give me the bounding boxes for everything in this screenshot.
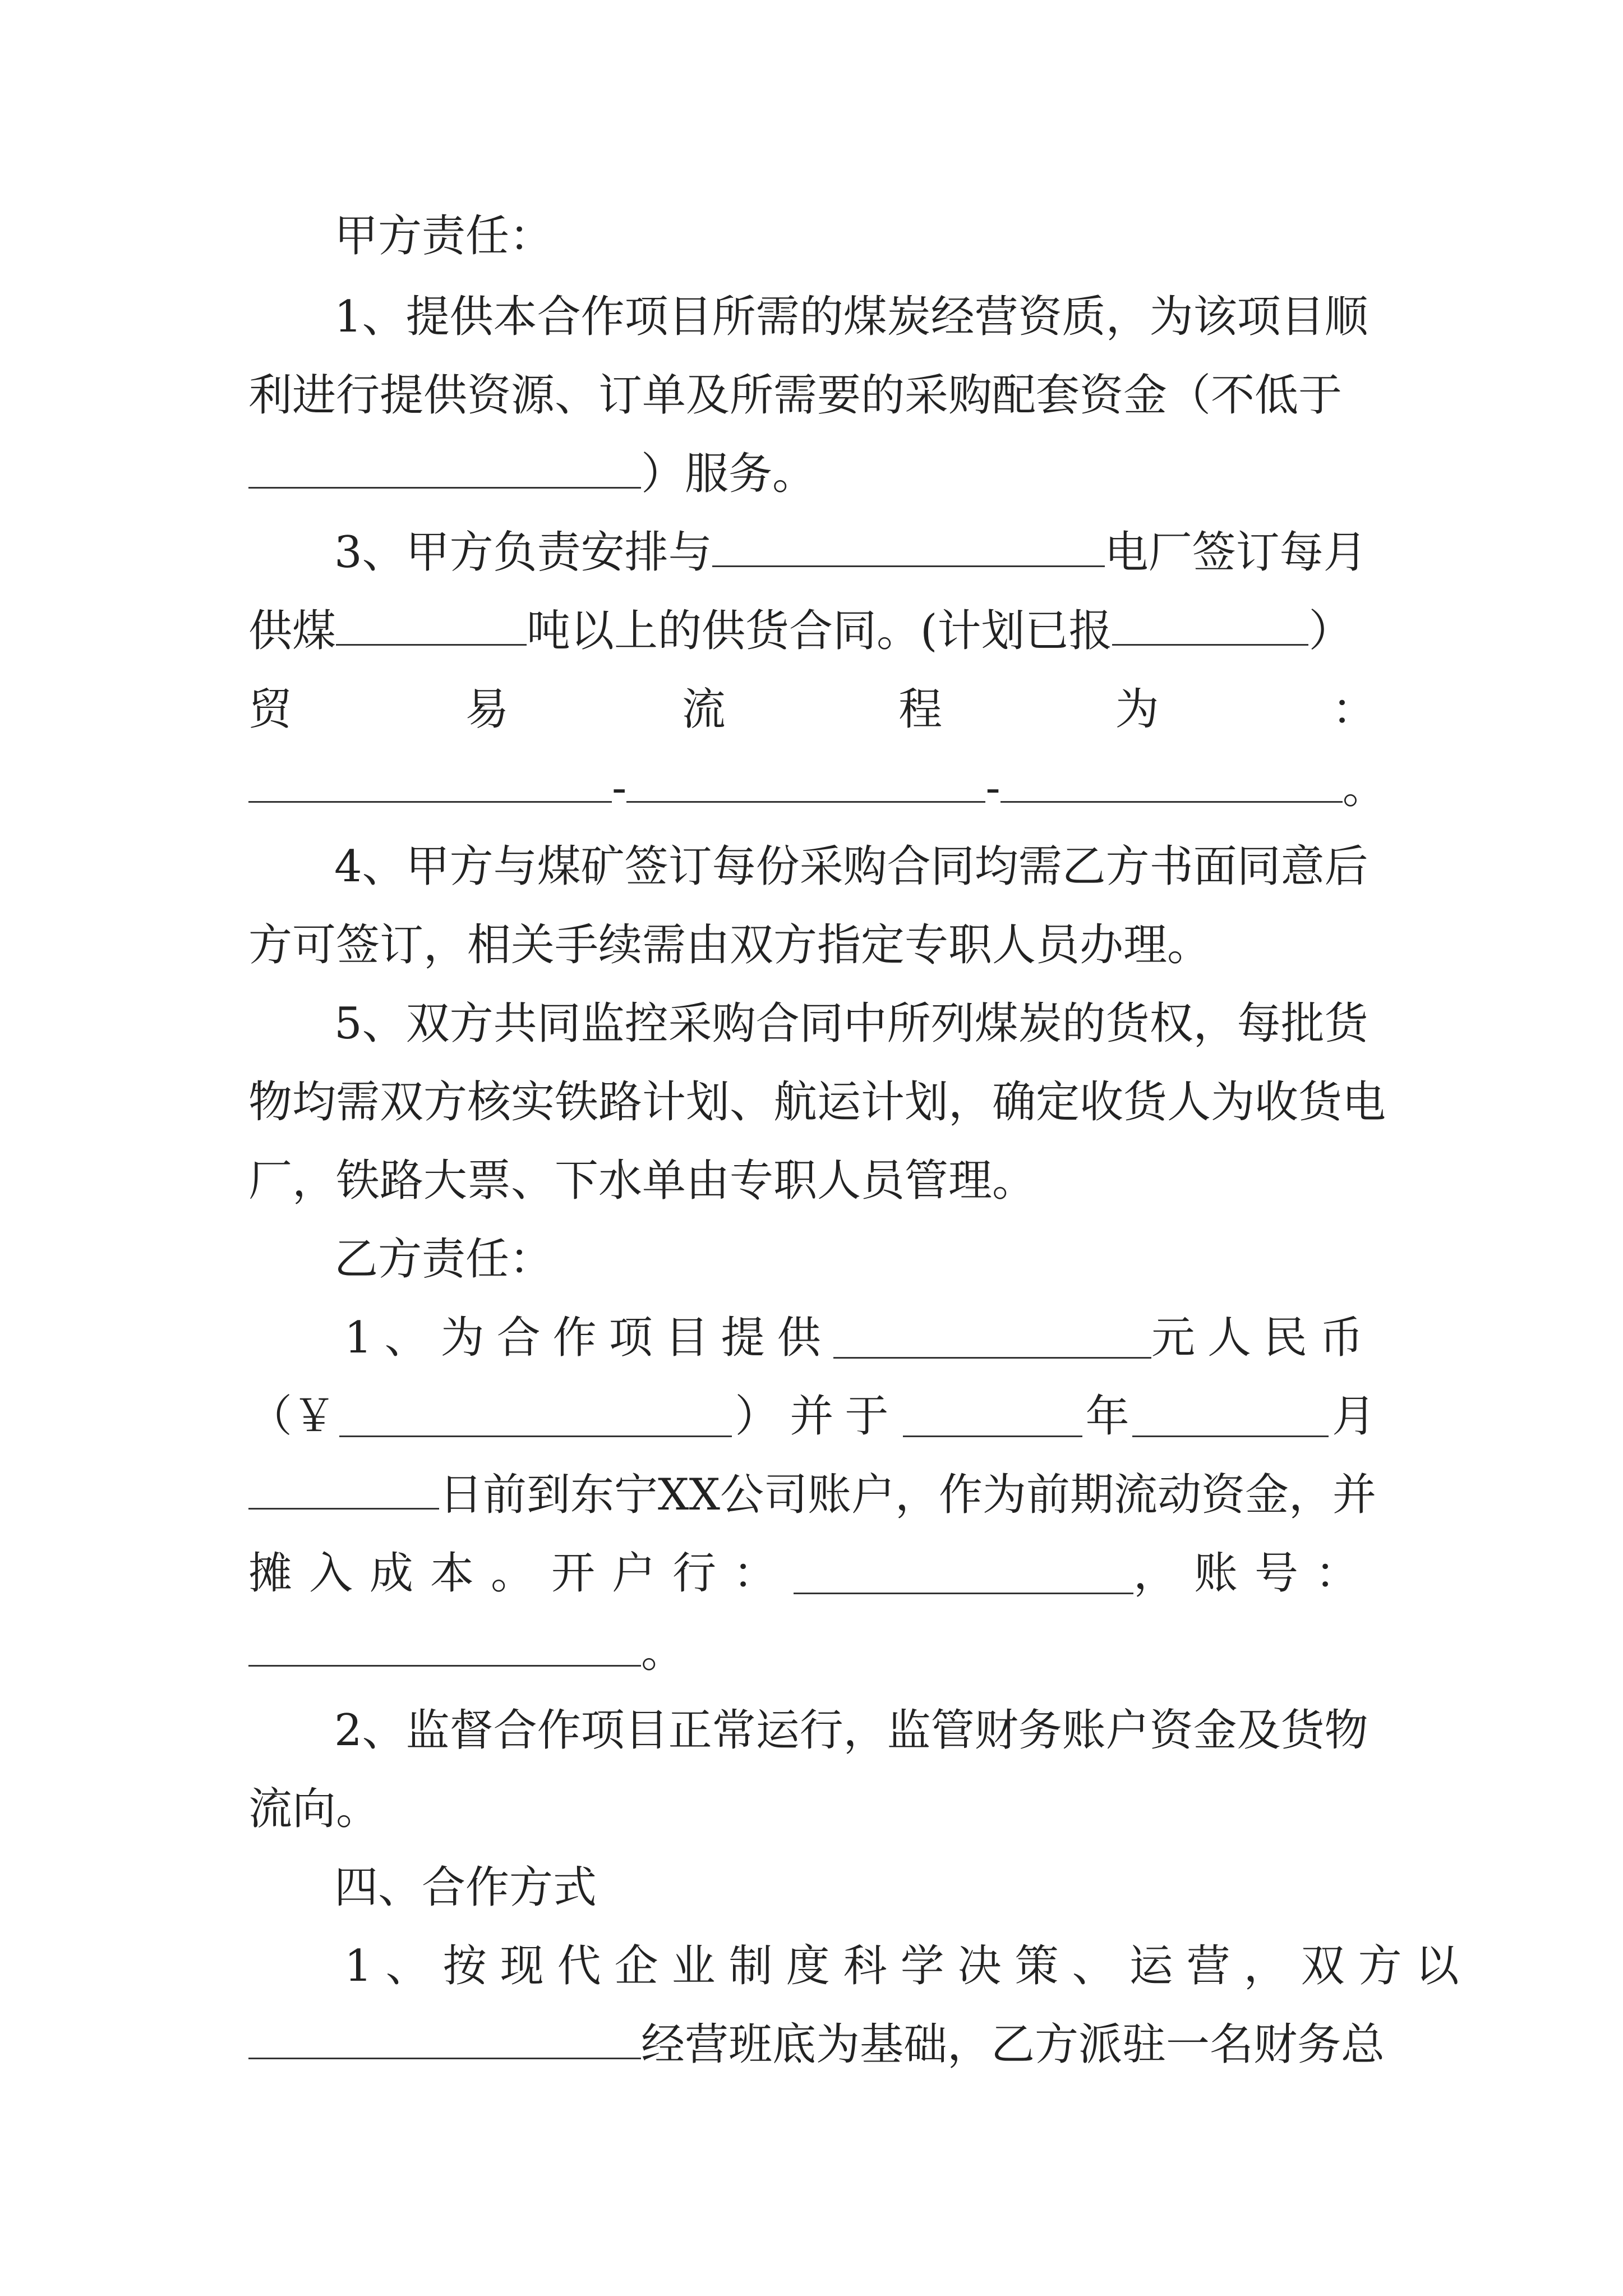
a1-line-3-text: ）服务。 [641,449,817,499]
a3-line-1-tail: 电厂签订每月 [1104,527,1367,578]
b1-line-1-tail: 元人民币 [1151,1313,1376,1363]
b1-line-3 [248,1464,1376,1526]
a5-line-3: 厂，铁路大票、下水单由专职人员管理。 [248,1156,1036,1206]
b1-line-1-head: 1、为合作项目提供 [344,1313,833,1363]
fill-blank[interactable] [712,526,1105,567]
fill-blank[interactable] [248,1469,439,1510]
b1-line-4-head: 摊入成本。开户行： [248,1548,794,1599]
section-4-heading: 四、合作方式 [334,1862,597,1913]
a4-line-2: 方可签订，相关手续需由双方指定专职人员办理。 [248,920,1211,970]
s4-1-line-2-tail: 经营班底为基础，乙方派驻一名财务总 [641,2019,1385,2070]
a1-line-1: 1、提供本合作项目所需的煤炭经营资质，为该项目顺 [334,292,1368,342]
a4-line-1: 4、甲方与煤矿签订每份采购合同均需乙方书面同意后 [334,841,1368,892]
a3-flow-char-1: 贸 [248,684,293,735]
a5-line-1: 5、双方共同监控采购合同中所列煤炭的货权，每批货 [334,999,1368,1049]
fill-blank[interactable] [339,1396,732,1437]
party-a-heading: 甲方责任： [334,211,554,261]
a3-flow-char-2: 易 [465,684,509,735]
fill-blank[interactable] [833,1318,1151,1359]
a3-line-3 [248,679,1376,740]
b1-line-4 [248,1543,1376,1604]
party-b-heading: 乙方责任： [334,1234,554,1285]
b1-line-4-tail: ，账号： [1133,1548,1376,1599]
b1-line-2-close: ）并于 [735,1391,900,1442]
a1-line-2: 利进行提供资源、订单及所需要的采购配套资金（不低于 [248,370,1343,421]
a3-line-2 [248,600,1376,662]
fill-blank[interactable] [248,448,641,489]
a3-line-1 [334,522,1376,583]
fill-blank[interactable] [336,605,527,646]
a3-line-2-head: 供煤 [248,606,336,656]
a3-flow-char-5: 为 [1115,684,1159,735]
fill-blank[interactable] [248,762,612,803]
a3-line-2-mid: 吨以上的供货合同。(计划已报 [527,606,1113,656]
fill-blank[interactable] [903,1396,1082,1437]
b2-line-2: 流向。 [248,1784,380,1834]
b1-year-label: 年 [1085,1391,1129,1442]
a5-line-2: 物均需双方核实铁路计划、航运计划，确定收货人为收货电 [248,1077,1386,1128]
b1-line-3-tail: 日前到东宁XX公司账户，作为前期流动资金，并 [439,1470,1377,1520]
a3-line-4 [248,757,1386,819]
fill-blank[interactable] [1112,605,1308,646]
a3-flow-char-3: 流 [681,684,726,735]
a1-line-3 [248,443,1376,505]
fill-blank[interactable] [794,1553,1133,1594]
fill-blank[interactable] [626,762,985,803]
b2-line-1: 2、监督合作项目正常运行，监管财务账户资金及货物 [334,1705,1368,1756]
a3-line-4-end: 。 [1342,763,1386,813]
b1-line-5-end: 。 [641,1627,685,1677]
b1-line-1 [344,1307,1376,1369]
b1-month-label: 月 [1331,1391,1376,1442]
b1-line-2 [248,1386,1376,1447]
b1-line-2-open: （￥ [248,1391,336,1442]
b1-line-5 [248,1621,1376,1683]
a3-flow-char-6: ： [1331,684,1376,735]
fill-blank[interactable] [1132,1396,1329,1437]
a3-line-2-tail: ） [1308,606,1353,656]
s4-1-line-1: 1、按现代企业制度科学决策、运营，双方以 [344,1941,1473,1991]
fill-blank[interactable] [248,1626,641,1667]
fill-blank[interactable] [1000,762,1343,803]
a3-flow-char-4: 程 [898,684,943,735]
a3-dash-1: - [612,763,627,813]
a3-dash-2: - [985,763,1000,813]
a3-line-1-head: 3、甲方负责安排与 [334,527,712,578]
fill-blank[interactable] [248,2018,641,2059]
s4-1-line-2 [248,2014,1385,2076]
